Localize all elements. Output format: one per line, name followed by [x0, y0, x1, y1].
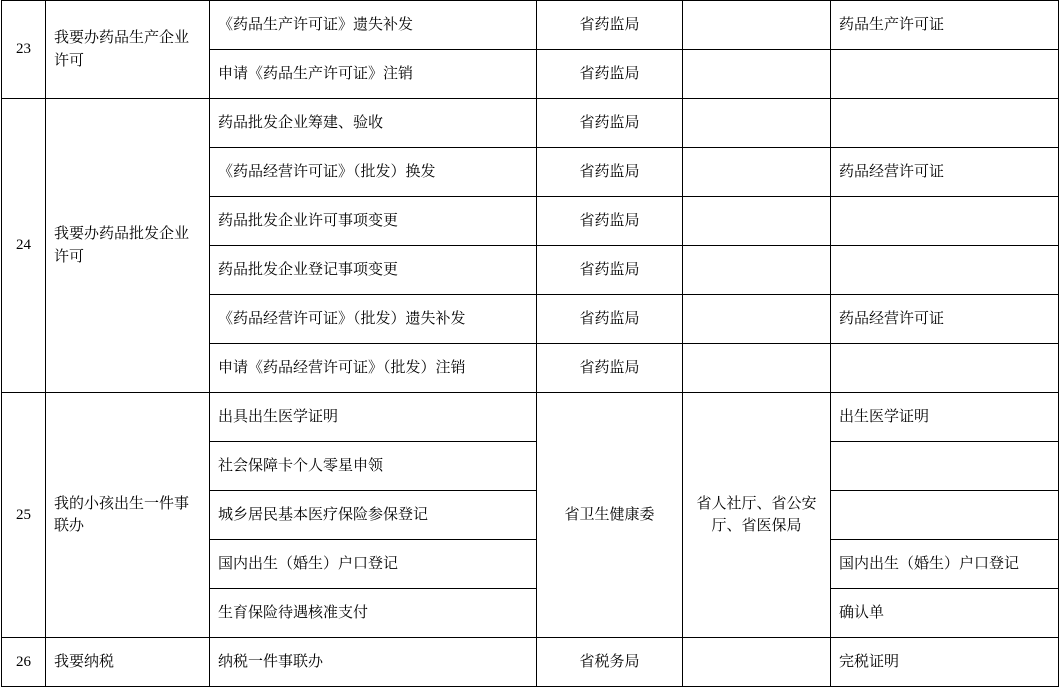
item-name: 药品批发企业登记事项变更 — [210, 246, 537, 295]
support-department — [683, 344, 831, 393]
support-department — [683, 197, 831, 246]
support-department — [683, 148, 831, 197]
row-index: 24 — [2, 99, 46, 393]
certificate-name — [831, 491, 1059, 540]
certificate-name: 国内出生（婚生）户口登记 — [831, 540, 1059, 589]
lead-department: 省药监局 — [537, 197, 683, 246]
support-department: 省人社厅、省公安厅、省医保局 — [683, 393, 831, 638]
item-name: 城乡居民基本医疗保险参保登记 — [210, 491, 537, 540]
support-department — [683, 1, 831, 50]
table-row — [2, 1, 1059, 50]
certificate-name: 确认单 — [831, 589, 1059, 638]
item-name: 《药品生产许可证》遗失补发 — [210, 1, 537, 50]
certificate-name: 出生医学证明 — [831, 393, 1059, 442]
row-theme: 我的小孩出生一件事联办 — [46, 393, 210, 638]
lead-department: 省药监局 — [537, 1, 683, 50]
table-row — [2, 393, 1059, 442]
support-department — [683, 99, 831, 148]
row-theme: 我要办药品生产企业许可 — [46, 1, 210, 99]
item-name: 《药品经营许可证》（批发）换发 — [210, 148, 537, 197]
item-name: 药品批发企业许可事项变更 — [210, 197, 537, 246]
table-body — [2, 1, 1059, 687]
lead-department: 省税务局 — [537, 638, 683, 687]
row-theme: 我要纳税 — [46, 638, 210, 687]
lead-department: 省药监局 — [537, 246, 683, 295]
certificate-name: 药品经营许可证 — [831, 295, 1059, 344]
certificate-name — [831, 344, 1059, 393]
certificate-name: 药品经营许可证 — [831, 148, 1059, 197]
support-department — [683, 638, 831, 687]
certificate-name — [831, 246, 1059, 295]
lead-department: 省药监局 — [537, 99, 683, 148]
item-name: 申请《药品生产许可证》注销 — [210, 50, 537, 99]
lead-department: 省药监局 — [537, 295, 683, 344]
item-name: 国内出生（婚生）户口登记 — [210, 540, 537, 589]
support-department — [683, 50, 831, 99]
certificate-name — [831, 99, 1059, 148]
service-items-table — [1, 0, 1059, 687]
certificate-name — [831, 442, 1059, 491]
certificate-name — [831, 50, 1059, 99]
item-name: 药品批发企业筹建、验收 — [210, 99, 537, 148]
row-theme: 我要办药品批发企业许可 — [46, 99, 210, 393]
item-name: 《药品经营许可证》（批发）遗失补发 — [210, 295, 537, 344]
lead-department: 省药监局 — [537, 50, 683, 99]
support-department — [683, 246, 831, 295]
certificate-name: 药品生产许可证 — [831, 1, 1059, 50]
support-department — [683, 295, 831, 344]
table-row — [2, 99, 1059, 148]
item-name: 社会保障卡个人零星申领 — [210, 442, 537, 491]
lead-department: 省药监局 — [537, 344, 683, 393]
item-name: 生育保险待遇核准支付 — [210, 589, 537, 638]
item-name: 纳税一件事联办 — [210, 638, 537, 687]
certificate-name — [831, 197, 1059, 246]
lead-department: 省药监局 — [537, 148, 683, 197]
certificate-name: 完税证明 — [831, 638, 1059, 687]
lead-department: 省卫生健康委 — [537, 393, 683, 638]
row-index: 26 — [2, 638, 46, 687]
row-index: 23 — [2, 1, 46, 99]
item-name: 申请《药品经营许可证》（批发）注销 — [210, 344, 537, 393]
item-name: 出具出生医学证明 — [210, 393, 537, 442]
row-index: 25 — [2, 393, 46, 638]
table-row — [2, 638, 1059, 687]
